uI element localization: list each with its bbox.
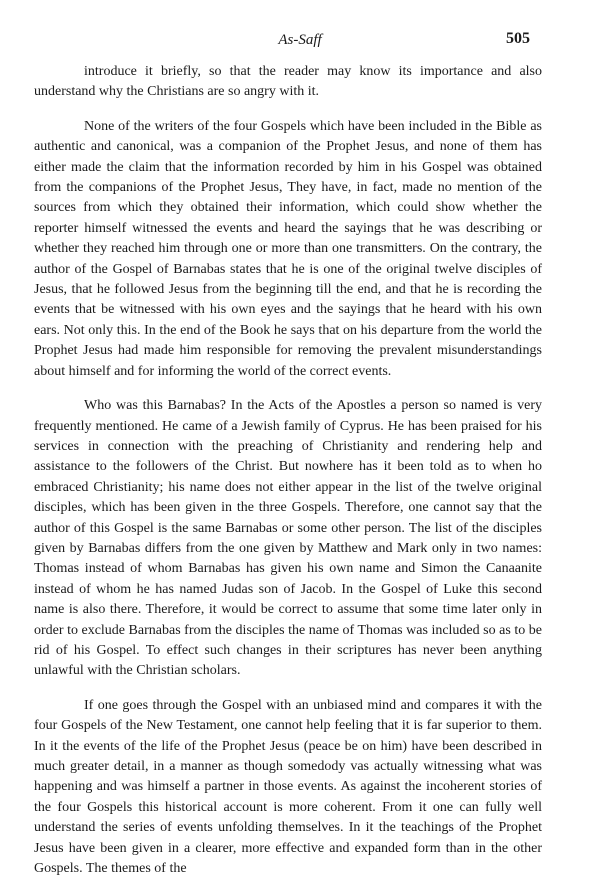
body-text [34,62,542,893]
paragraph-comparison: If one goes through the Gospel with an unbiased mind and compares it with the four Gospels of the New Testament, one cannot help feeling that it is far superior to them. In it the events of the life of the Prophet Jesus (peace be on him) have been described in much greater detail, in a manner as though somedody vas actually witnessing what was happening and was himself a partner in those events. As against the incoherent stories of the four Gospels this historical account is more coherent. From it one can fully well understand the series of events unfolding themselves. In it the teachings of the Prophet Jesus have been given in a clearer, more effective and expanded form than in the other Gospels. The themes of the [34,697,542,877]
paragraph-continued: introduce it briefly, so that the reader may know its importance and also understand why the Christians are so angry with it. [34,64,542,100]
page-header [0,30,600,54]
paragraph-gospel-writers: None of the writers of the four Gospels which have been included in the Bible as authentic and canonical, was a companion of the Prophet Jesus, and none of them has either made the claim that the information recorded by him in his Gospel was obtained from the companions of the Prophet Jesus, They have, in fact, made no mention of the sources from which they obtained their information, which could show whether the reporter himself witnessed the events and heard the sayings that he was describing or whether they reached him through one or more than one transmitters. On the contrary, the author of the Gospel of Barnabas states that he is one of the original twelve disciples of Jesus, that he followed Jesus from the beginning till the end, and that he is recording the events that be witnessed with his own eyes and the sayings that he heard with his own ears. Not only this. In the end of the Book he says that on his departure from the world the Prophet Jesus had made him responsible for removing the prevalent misunderstandings about himself and for informing the world of the correct events. [34,118,542,379]
paragraph-who-was-barnabas: Who was this Barnabas? In the Acts of the Apostles a person so named is very frequently mentioned. He came of a Jewish family of Cyprus. He has been praised for his services in connection with the preaching of Christianity and rendering help and assistance to the followers of the Christ. But nowhere has it been told as to when ho embraced Christianity; his name does not either appear in the list of the twelve original disciples, which has been given in the three Gospels. Therefore, one cannot say that the author of this Gospel is the same Barnabas or some other person. The list of the disciples given by Barnabas differs from the one given by Matthew and Mark only in two names: Thomas instead of whom Barnabas has given his own name and Simon the Canaanite instead of whom he has named Judas son of Jacob. In the Gospel of Luke this second name is also there. Therefore, it would be correct to assume that some time later only in order to exclude Barnabas from the disciples the name of Thomas was included so as to be rid of his Gospel. To effect such changes in their scriptures has never been anything unlawful with the Christian scholars. [34,398,542,679]
page-number: 505 [506,30,530,47]
running-title: As-Saff [278,32,322,48]
